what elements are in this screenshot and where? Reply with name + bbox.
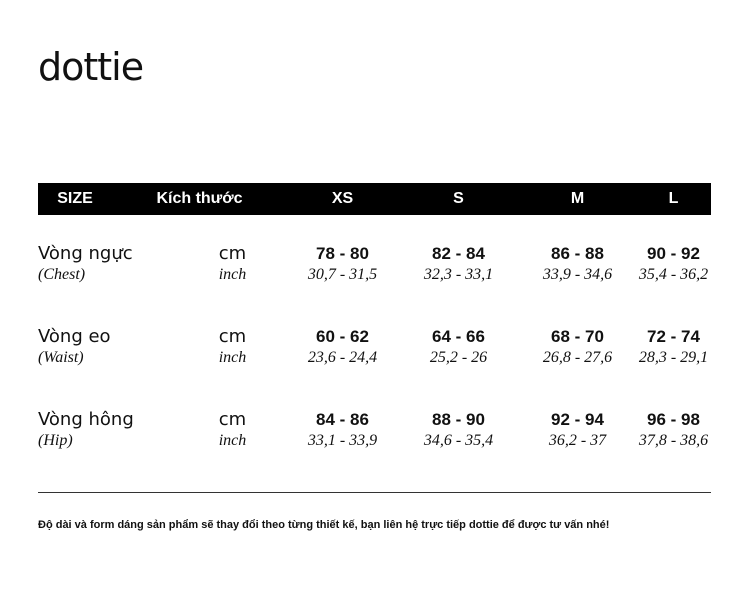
header-xs: XS [331, 190, 354, 207]
value-cm: 60 - 62 [316, 327, 369, 346]
value-cm: 96 - 98 [647, 410, 700, 429]
value-inch: 28,3 - 29,1 [638, 349, 709, 366]
footer-note: Độ dài và form dáng sản phẩm sẽ thay đổi theo từng thiết kế, bạn liên hệ trực tiếp dottie để được tư vấn nhé! [38, 519, 610, 531]
value-cm: 68 - 70 [551, 327, 604, 346]
header-size: SIZE [57, 190, 93, 207]
value-m [519, 243, 636, 286]
row-sublabel: (Waist) [38, 349, 84, 366]
table-header-row [38, 183, 711, 215]
row-sublabel: (Chest) [38, 266, 86, 283]
row-sublabel: (Hip) [38, 432, 73, 449]
row-label-cell [38, 326, 178, 369]
value-m [519, 409, 636, 452]
value-cm: 88 - 90 [432, 410, 485, 429]
row-label: Vòng ngực [38, 243, 133, 264]
table-row-hip [38, 409, 711, 452]
value-inch: 33,1 - 33,9 [307, 432, 378, 449]
value-s [398, 409, 519, 452]
value-inch: 34,6 - 35,4 [423, 432, 494, 449]
value-cm: 86 - 88 [551, 244, 604, 263]
value-cm: 78 - 80 [316, 244, 369, 263]
table-row-chest [38, 243, 711, 286]
value-xs [287, 326, 398, 369]
value-inch: 36,2 - 37 [548, 432, 607, 449]
row-label-cell [38, 243, 178, 286]
value-xs [287, 409, 398, 452]
unit-cm: cm [218, 243, 247, 264]
header-s: S [453, 190, 464, 207]
unit-inch: inch [218, 432, 247, 449]
row-label-cell [38, 409, 178, 452]
unit-inch: inch [218, 266, 247, 283]
value-inch: 32,3 - 33,1 [423, 266, 494, 283]
value-cm: 92 - 94 [551, 410, 604, 429]
unit-cm: cm [218, 409, 247, 430]
size-chart-table [38, 183, 711, 452]
value-inch: 26,8 - 27,6 [542, 349, 613, 366]
value-inch: 23,6 - 24,4 [307, 349, 378, 366]
value-s [398, 326, 519, 369]
header-l: L [668, 190, 679, 207]
unit-cm: cm [218, 326, 247, 347]
value-cm: 64 - 66 [432, 327, 485, 346]
value-l [636, 243, 711, 286]
value-inch: 37,8 - 38,6 [638, 432, 709, 449]
value-inch: 35,4 - 36,2 [638, 266, 709, 283]
value-s [398, 243, 519, 286]
value-cm: 72 - 74 [647, 327, 700, 346]
value-inch: 30,7 - 31,5 [307, 266, 378, 283]
unit-cell [178, 243, 287, 286]
value-cm: 84 - 86 [316, 410, 369, 429]
divider [38, 492, 711, 493]
value-xs [287, 243, 398, 286]
header-measurement: Kích thước [156, 190, 243, 207]
value-inch: 25,2 - 26 [429, 349, 488, 366]
value-inch: 33,9 - 34,6 [542, 266, 613, 283]
value-m [519, 326, 636, 369]
row-label: Vòng hông [38, 409, 134, 430]
table-row-waist [38, 326, 711, 369]
value-l [636, 326, 711, 369]
brand-logo: dottie [38, 45, 144, 89]
value-cm: 90 - 92 [647, 244, 700, 263]
unit-cell [178, 326, 287, 369]
unit-inch: inch [218, 349, 247, 366]
value-cm: 82 - 84 [432, 244, 485, 263]
row-label: Vòng eo [38, 326, 111, 347]
value-l [636, 409, 711, 452]
header-m: M [570, 190, 585, 207]
unit-cell [178, 409, 287, 452]
